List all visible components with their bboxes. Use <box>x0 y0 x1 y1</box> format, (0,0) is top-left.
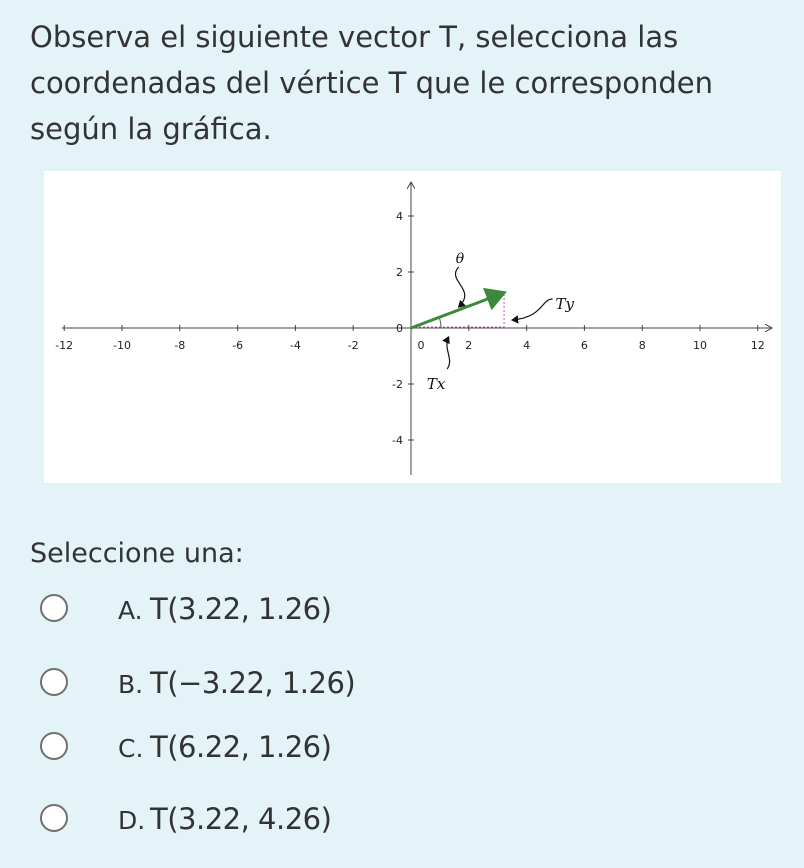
y-tick-label: 2 <box>396 266 403 279</box>
option-c-letter: C. <box>118 734 144 763</box>
question-line-3: según la gráfica. <box>30 112 272 146</box>
x-tick-label: -4 <box>289 339 301 352</box>
x-tick-label: 10 <box>693 339 707 352</box>
y-tick-label: -4 <box>392 434 403 447</box>
y-tick-label: 0 <box>396 322 403 335</box>
ty-pointer <box>512 299 552 320</box>
option-d-text: T(3.22, 4.26) <box>150 802 332 836</box>
x-tick-label: 2 <box>465 339 473 352</box>
x-tick-label: -10 <box>113 339 131 352</box>
question-line-2: coordenadas del vértice T que le corresponden <box>30 66 714 100</box>
option-b-letter: B. <box>118 670 144 699</box>
option-a-text: T(3.22, 1.26) <box>150 592 332 626</box>
option-d[interactable] <box>40 792 720 848</box>
option-b-text: T(−3.22, 1.26) <box>150 666 356 700</box>
radio-button-c[interactable] <box>40 732 68 760</box>
y-tick-label: 4 <box>396 210 403 223</box>
option-a[interactable] <box>40 582 720 638</box>
y-tick-label: -2 <box>392 378 403 391</box>
question-text <box>30 14 790 152</box>
tx-label: Tx <box>426 375 446 393</box>
option-c-text: T(6.22, 1.26) <box>150 730 332 764</box>
x-tick-label: 8 <box>638 339 646 352</box>
option-a-letter: A. <box>118 596 143 625</box>
x-tick-label: -2 <box>347 339 359 352</box>
tx-pointer <box>447 337 450 369</box>
radio-button-b[interactable] <box>40 668 68 696</box>
graph-canvas <box>44 171 781 483</box>
vector-t <box>411 293 504 328</box>
question-line-1: Observa el siguiente vector T, selecciona las <box>30 20 679 54</box>
radio-button-a[interactable] <box>40 594 68 622</box>
x-tick-label: -12 <box>55 339 74 352</box>
x-tick-label: 6 <box>580 339 588 352</box>
radio-button-d[interactable] <box>40 804 68 832</box>
ty-label: Ty <box>555 295 574 313</box>
x-tick-label: 12 <box>750 339 765 352</box>
select-prompt: Seleccione una: <box>30 538 244 569</box>
x-tick-label: -8 <box>174 339 186 352</box>
theta-pointer <box>455 267 464 307</box>
option-c[interactable] <box>40 720 720 776</box>
option-d-letter: D. <box>118 806 146 835</box>
x-tick-label-origin: 0 <box>417 339 425 352</box>
x-tick-label: 4 <box>523 339 531 352</box>
x-tick-label: -6 <box>232 339 244 352</box>
vector-graph <box>44 171 781 483</box>
option-b[interactable] <box>40 656 720 712</box>
theta-label: θ <box>455 251 465 267</box>
